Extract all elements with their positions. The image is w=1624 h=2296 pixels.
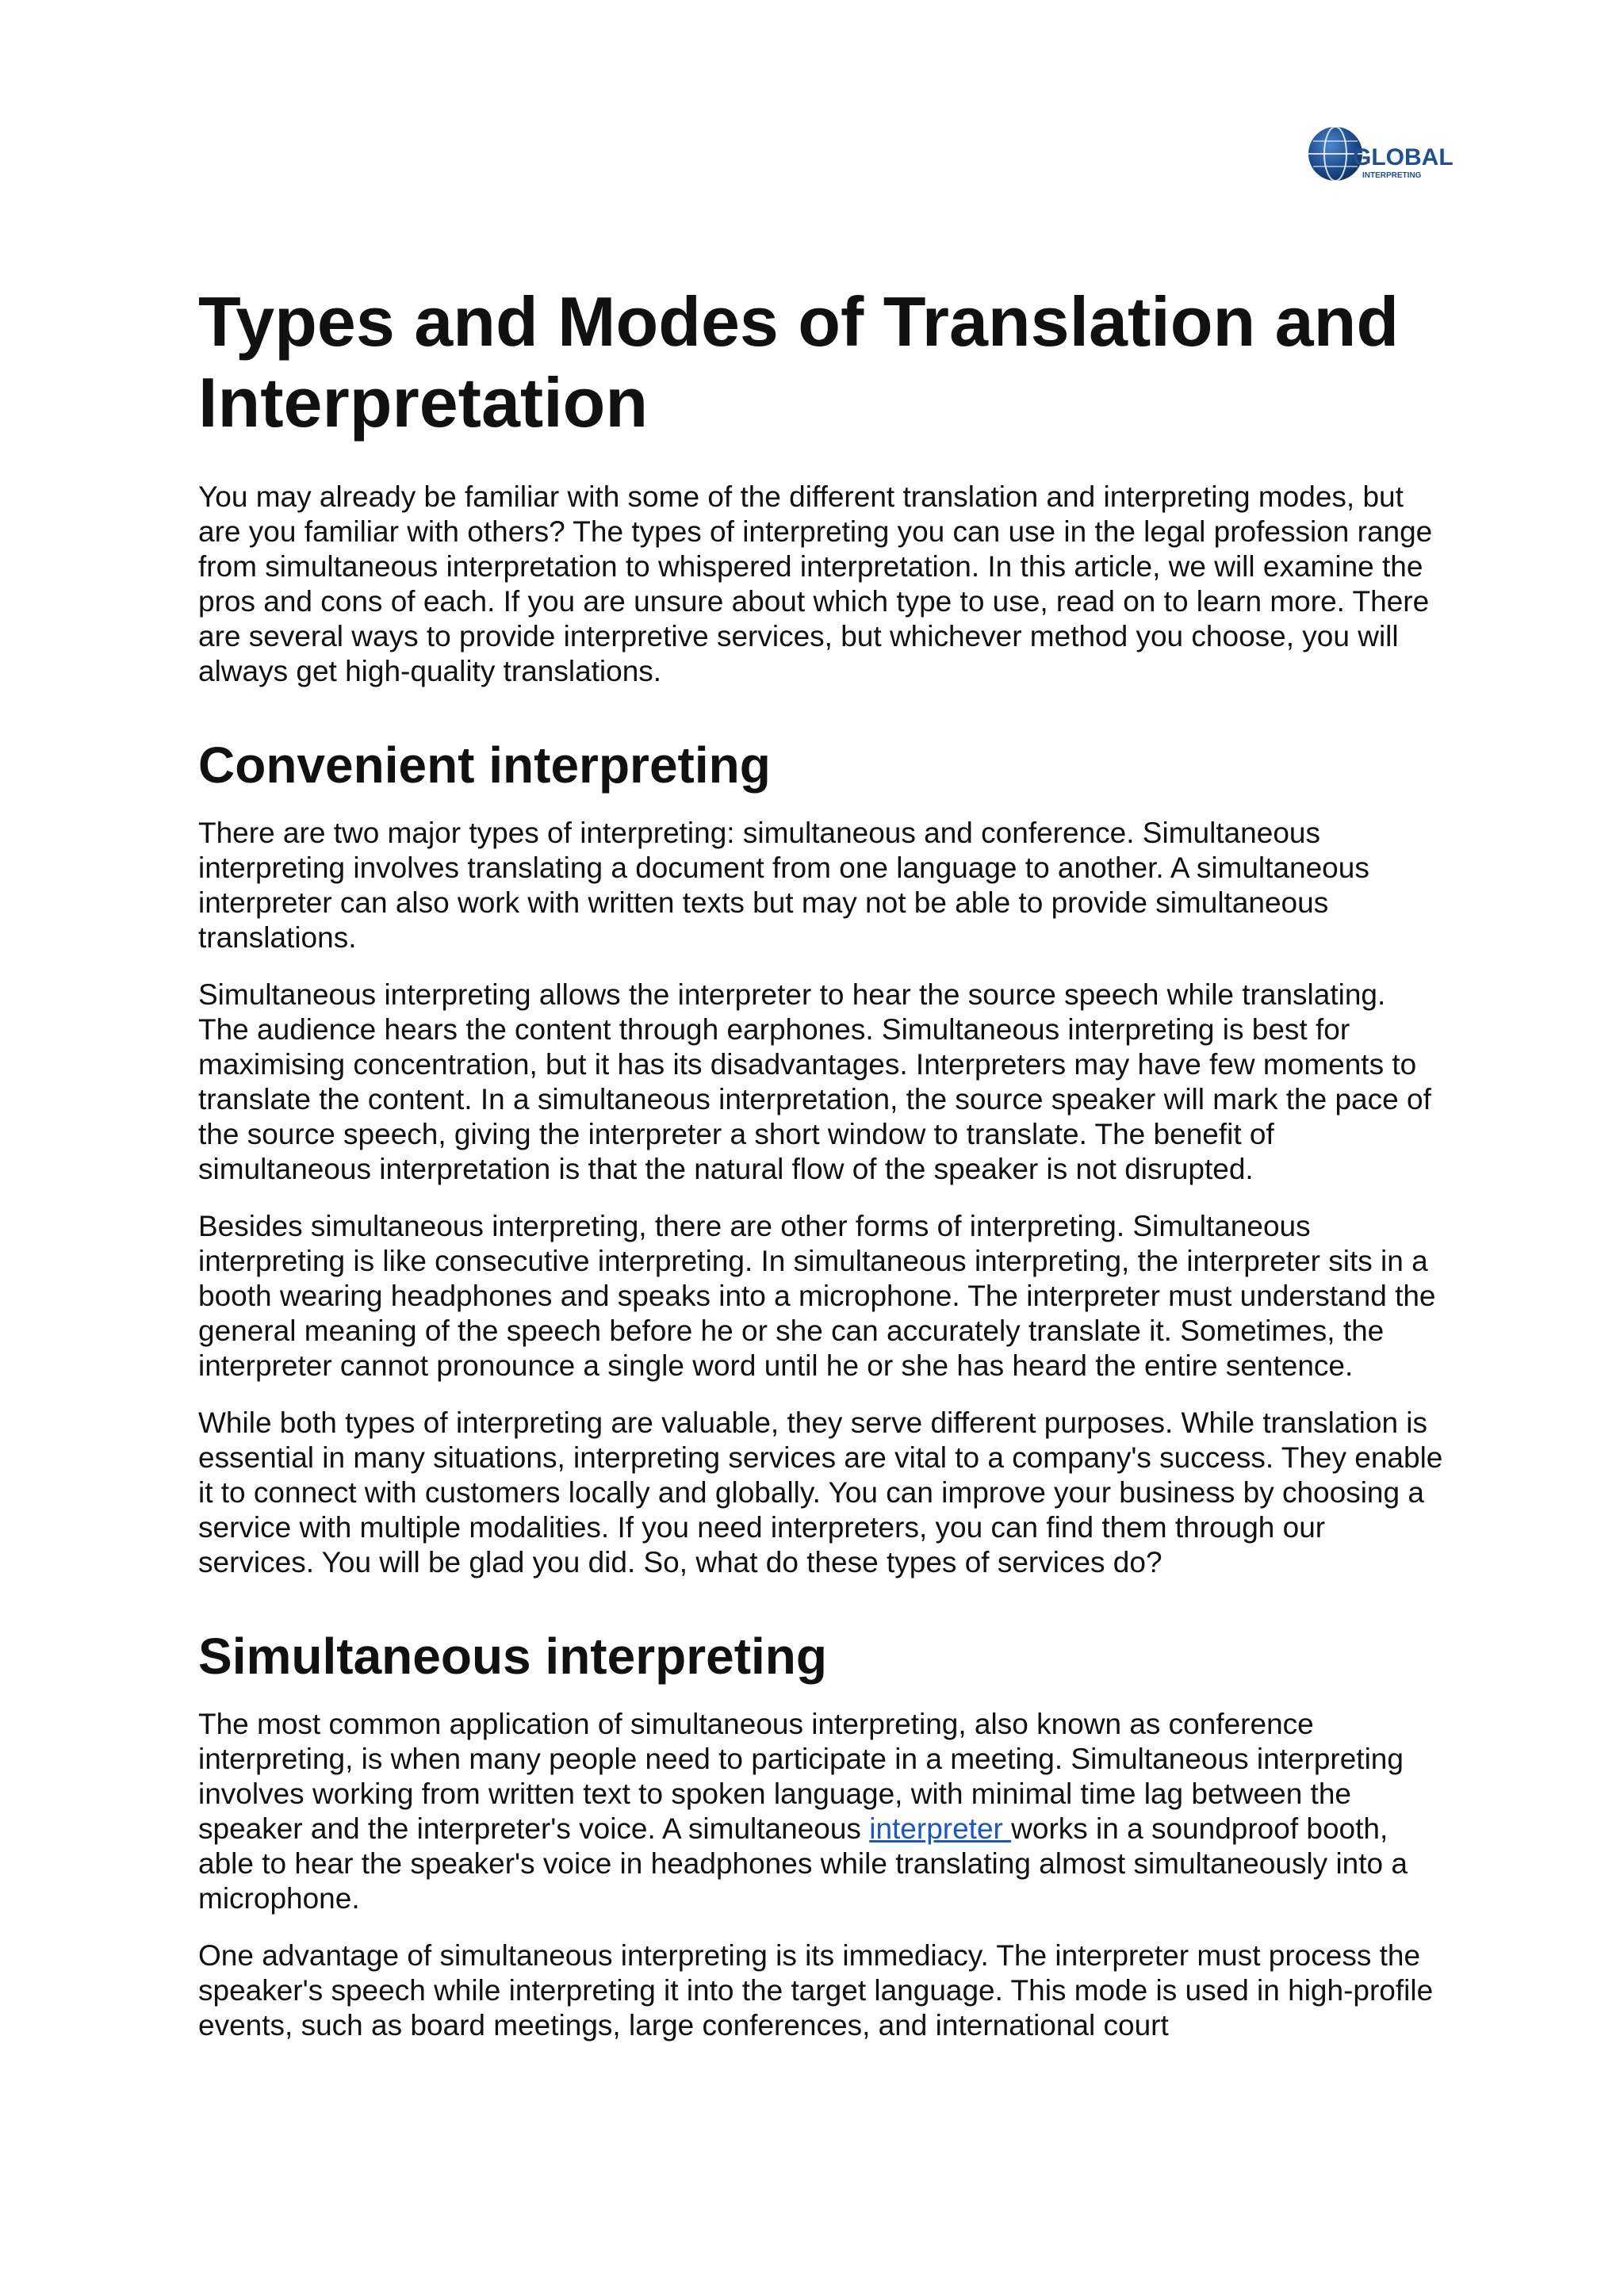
interpreter-link[interactable]: interpreter [869, 1812, 1012, 1845]
page-title: Types and Modes of Translation and Interpretation [198, 282, 1400, 442]
paragraph: While both types of interpreting are valuable, they serve different purposes. While translation is essential in many situations, interpreting services are vital to a company's success. They enable it to connect with customers locally and globally. You can improve your business by choosing a service with multiple modalities. If you need interpreters, you can find them through our services. You will be glad you did. So, what do these types of services do? [198, 1406, 1443, 1578]
paragraph: Simultaneous interpreting allows the interpreter to hear the source speech while translating. The audience hears the content through earphones. Simultaneous interpreting is best for maximising concentration, but it has its disadvantages. Interpreters may have few moments to translate the content. In a simultaneous interpretation, the source speaker will mark the pace of the source speech, giving the interpreter a short window to translate. The benefit of simultaneous interpretation is that the natural flow of the speaker is not disrupted. [198, 978, 1431, 1185]
section-heading-convenient: Convenient interpreting [198, 737, 771, 794]
globe-logo-icon [1305, 124, 1454, 187]
global-interpreting-logo [1305, 124, 1454, 187]
paragraph: One advantage of simultaneous interpreting is its immediacy. The interpreter must process the speaker's speech while interpreting it into the target language. This mode is used in high-profile events, such as board meetings, large conferences, and international court [198, 1939, 1434, 2042]
logo-text: GLOBAL [1353, 144, 1454, 170]
paragraph: There are two major types of interpreting: simultaneous and conference. Simultaneous interpreting involves translating a document from one language to another. A simultaneous interpreter can also work with written texts but may not be able to provide simultaneous translations. [198, 817, 1369, 954]
article-content [198, 281, 1443, 2065]
paragraph-text: The most common application of simultaneous interpreting, also known as conference interpreting, is when many people need to participate in a meeting. Simultaneous interpreting involves working from written text to spoken language, with minimal time lag between the speaker and the interpreter's voice. A simultaneous [198, 1708, 1404, 1845]
intro-paragraph: You may already be familiar with some of the different translation and interpreting modes, but are you familiar with others? The types of interpreting you can use in the legal profession range from simultaneous interpretation to whispered interpretation. In this article, we will examine the pros and cons of each. If you are unsure about which type to use, read on to learn more. There are several ways to provide interpretive services, but whichever method you choose, you will always get high-quality translations. [198, 480, 1433, 687]
paragraph-text: works in a soundproof booth, able to hear the speaker's voice in headphones while translating almost simultaneously into a microphone. [198, 1812, 1408, 1915]
paragraph-with-link [198, 1707, 1443, 1916]
paragraph: Besides simultaneous interpreting, there are other forms of interpreting. Simultaneous interpreting is like consecutive interpreting. In simultaneous interpreting, the interpreter sits in a booth wearing headphones and speaks into a microphone. The interpreter must understand the general meaning of the speech before he or she can accurately translate it. Sometimes, the interpreter cannot pronounce a single word until he or she has heard the entire sentence. [198, 1210, 1436, 1382]
section-heading-simultaneous: Simultaneous interpreting [198, 1628, 827, 1685]
logo-subtext: INTERPRETING [1362, 171, 1422, 180]
